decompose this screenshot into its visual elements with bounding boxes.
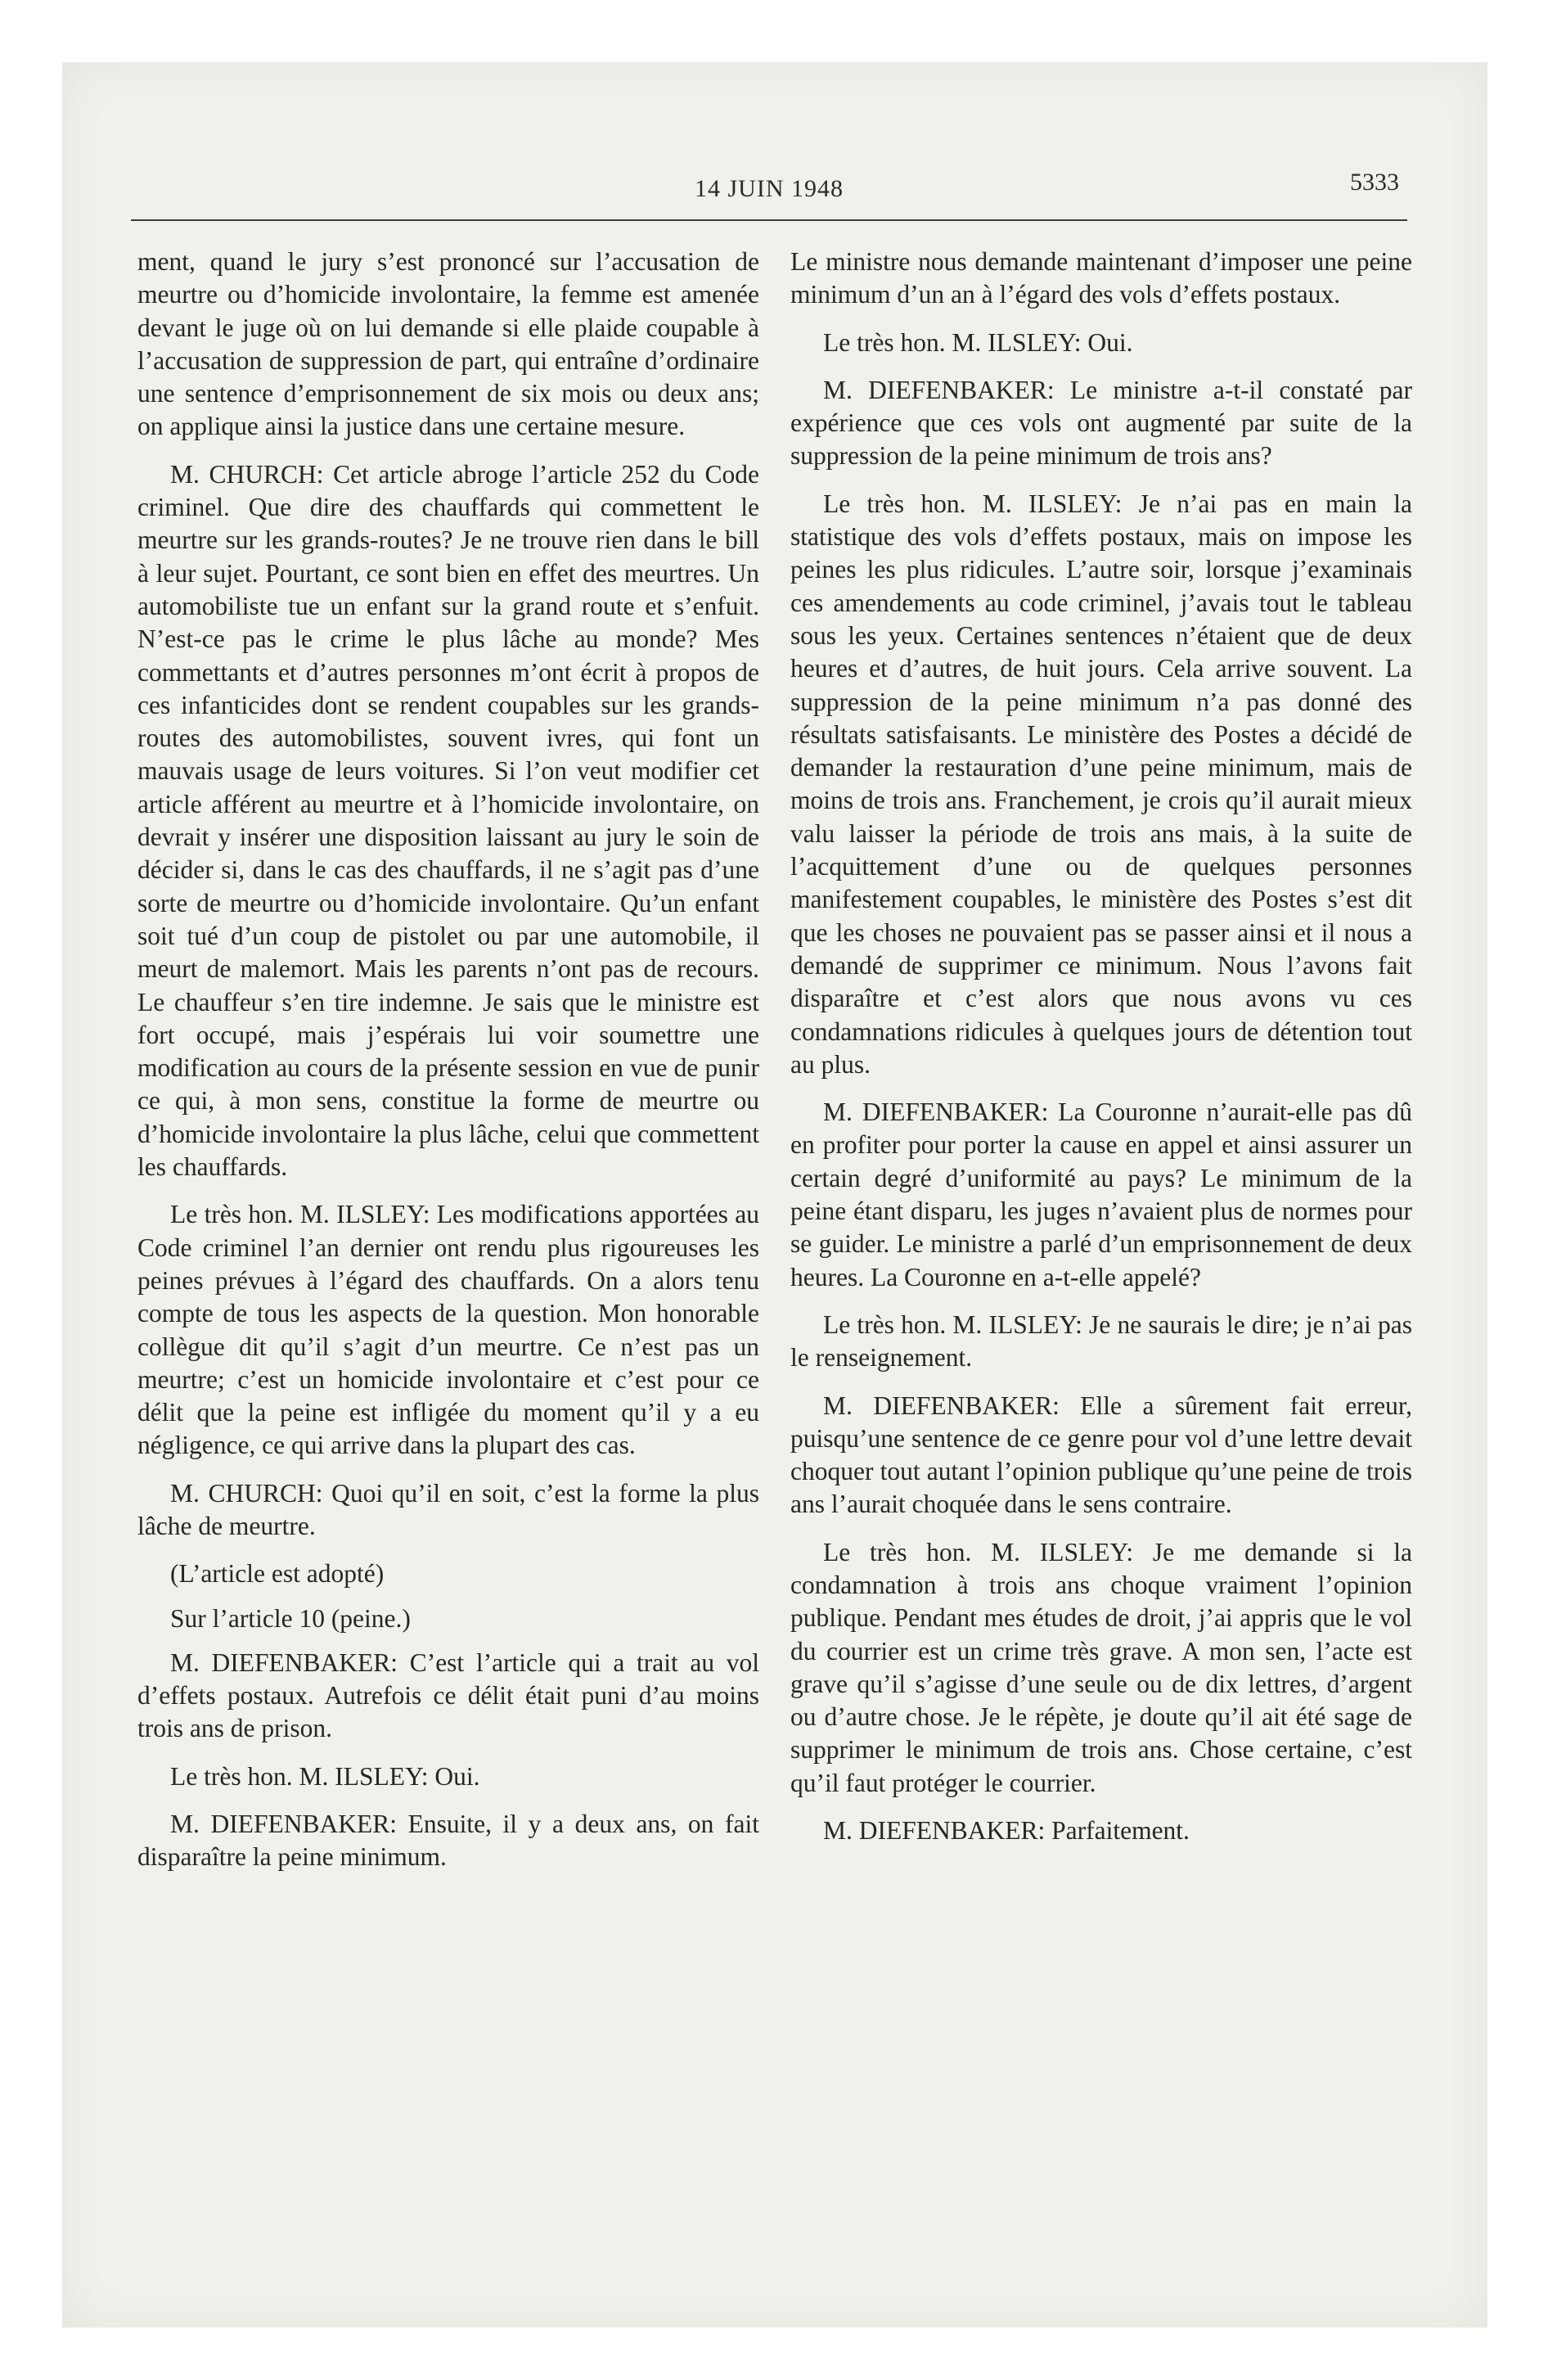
paragraph: Le très hon. M. ILSLEY: Je me demande si la condamnation à trois ans choque vraiment l’opinion publique. Pendant mes études de droit, j’ai appris que le vol du courrier est un crime très grave. A mon sen, l’acte est grave qu’il s’agisse d’une seule ou de dix lettres, d’argent ou d’autre chose. Je le répète, je doute qu’il ait été sage de supprimer le minimum de trois ans. Chose certaine, c’est qu’il faut protéger le courrier. bbox=[790, 1537, 1412, 1797]
header-rule bbox=[131, 219, 1407, 221]
paragraph: Sur l’article 10 (peine.) bbox=[170, 1603, 411, 1633]
paragraph: M. CHURCH: Quoi qu’il en soit, c’est la forme la plus lâche de meurtre. bbox=[137, 1478, 759, 1540]
paragraph: Le très hon. M. ILSLEY: Oui. bbox=[823, 327, 1133, 357]
right-column bbox=[790, 246, 1412, 1862]
paragraph: Le très hon. M. ILSLEY: Oui. bbox=[170, 1761, 480, 1791]
left-column bbox=[137, 246, 759, 1889]
paragraph: M. DIEFENBAKER: Parfaitement. bbox=[823, 1816, 1190, 1846]
paragraph: Le très hon. M. ILSLEY: Les modifications apportées au Code criminel l’an dernier ont rendu plus rigoureuses les peines prévues à l’égard des chauffards. On a alors tenu compte de tous les aspects de la question. Mon honorable collègue dit qu’il s’agit d’un meurtre. Ce n’est pas un meurtre; c’est un homicide involontaire et c’est pour ce délit que la peine est infligée du moment qu’il y a eu négligence, ce qui arrive dans la plupart des cas. bbox=[137, 1200, 759, 1460]
page-number: 5333 bbox=[1350, 169, 1399, 196]
paragraph: M. DIEFENBAKER: Elle a sûrement fait erreur, puisqu’une sentence de ce genre pour vol d’une lettre devait choquer tout autant l’opinion publique qu’une peine de trois ans l’aurait choquée dans le sens contraire. bbox=[790, 1391, 1412, 1519]
header-date: 14 JUIN 1948 bbox=[695, 175, 844, 202]
page-header bbox=[131, 169, 1407, 214]
paragraph: Le très hon. M. ILSLEY: Je n’ai pas en main la statistique des vols d’effets postaux, mais on impose les peines les plus ridicules. L’autre soir, lorsque j’examinais ces amendements au code criminel, j’avais tout le tableau sous les yeux. Certaines sentences n’étaient que de deux heures et d’autres, de huit jours. Cela arrive souvent. La suppression de la peine minimum n’a pas donné des résultats satisfaisants. Le ministère des Postes a décidé de demander la restauration d’une peine minimum, mais de moins de trois ans. Franchement, je crois qu’il aurait mieux valu laisser la période de trois ans mais, à la suite de l’acquittement d’une ou de quelques personnes manifestement coupables, le ministère des Postes s’est dit que les choses ne pouvaient pas se passer ainsi et il nous a demandé de supprimer ce minimum. Nous l’avons fait disparaître et c’est alors que nous avons vu ces condamnations ridicules à quelques jours de détention tout au plus. bbox=[790, 489, 1412, 1079]
paragraph: M. DIEFENBAKER: Ensuite, il y a deux ans, on fait disparaître la peine minimum. bbox=[137, 1810, 759, 1872]
paragraph: M. DIEFENBAKER: La Couronne n’aurait-elle pas dû en profiter pour porter la cause en appel et ainsi assurer un certain degré d’uniformité au pays? Le minimum de la peine étant disparu, les juges n’avaient plus de normes pour se guider. Le ministre a parlé d’un emprisonnement de deux heures. La Couronne en a-t-elle appelé? bbox=[790, 1098, 1412, 1291]
paragraph: (L’article est adopté) bbox=[170, 1559, 385, 1589]
paragraph: M. CHURCH: Cet article abroge l’article 252 du Code criminel. Que dire des chauffards qui commettent le meurtre sur les grands-routes? Je ne trouve rien dans le bill à leur sujet. Pourtant, ce sont bien en effet des meurtres. Un automobiliste tue un enfant sur la grand route et s’enfuit. N’est-ce pas le crime le plus lâche au monde? Mes commettants et d’autres personnes m’ont écrit à propos de ces infanticides dont se rendent coupables sur les grands-routes des automobilistes, souvent ivres, qui font un mauvais usage de leurs voitures. Si l’on veut modifier cet article afférent au meurtre et à l’homicide involontaire, on devrait y insérer une disposition laissant au jury le soin de décider si, dans le cas des chauffards, il ne s’agit pas d’une sorte de meurtre ou d’homicide involontaire. Qu’un enfant soit tué d’un coup de pistolet ou par une automobile, il meurt de malemort. Mais les parents n’ont pas de recours. Le chauffeur s’en tire indemne. Je sais que le ministre est fort occupé, mais j’espérais lui voir soumettre une modification au cours de la présente session en vue de punir ce qui, à mon sens, constitue la forme de meurtre ou d’homicide involontaire la plus lâche, celui que commettent les chauffards. bbox=[137, 459, 759, 1182]
paragraph: ment, quand le jury s’est prononcé sur l’accusation de meurtre ou d’homicide involontaire, la femme est amenée devant le juge où on lui demande si elle plaide coupable à l’accusation de suppression de part, qui entraîne d’ordinaire une sentence d’emprisonnement de six mois ou deux ans; on applique ainsi la justice dans une certaine mesure. bbox=[137, 247, 759, 441]
paragraph: M. DIEFENBAKER: C’est l’article qui a trait au vol d’effets postaux. Autrefois ce délit était puni d’au moins trois ans de prison. bbox=[137, 1648, 759, 1743]
paragraph: Le ministre nous demande maintenant d’imposer une peine minimum d’un an à l’égard des vols d’effets postaux. bbox=[790, 247, 1412, 309]
paragraph: Le très hon. M. ILSLEY: Je ne saurais le dire; je n’ai pas le renseignement. bbox=[790, 1309, 1412, 1373]
paragraph: M. DIEFENBAKER: Le ministre a-t-il constaté par expérience que ces vols ont augmenté par suite de la suppression de la peine minimum de trois ans? bbox=[790, 375, 1412, 471]
